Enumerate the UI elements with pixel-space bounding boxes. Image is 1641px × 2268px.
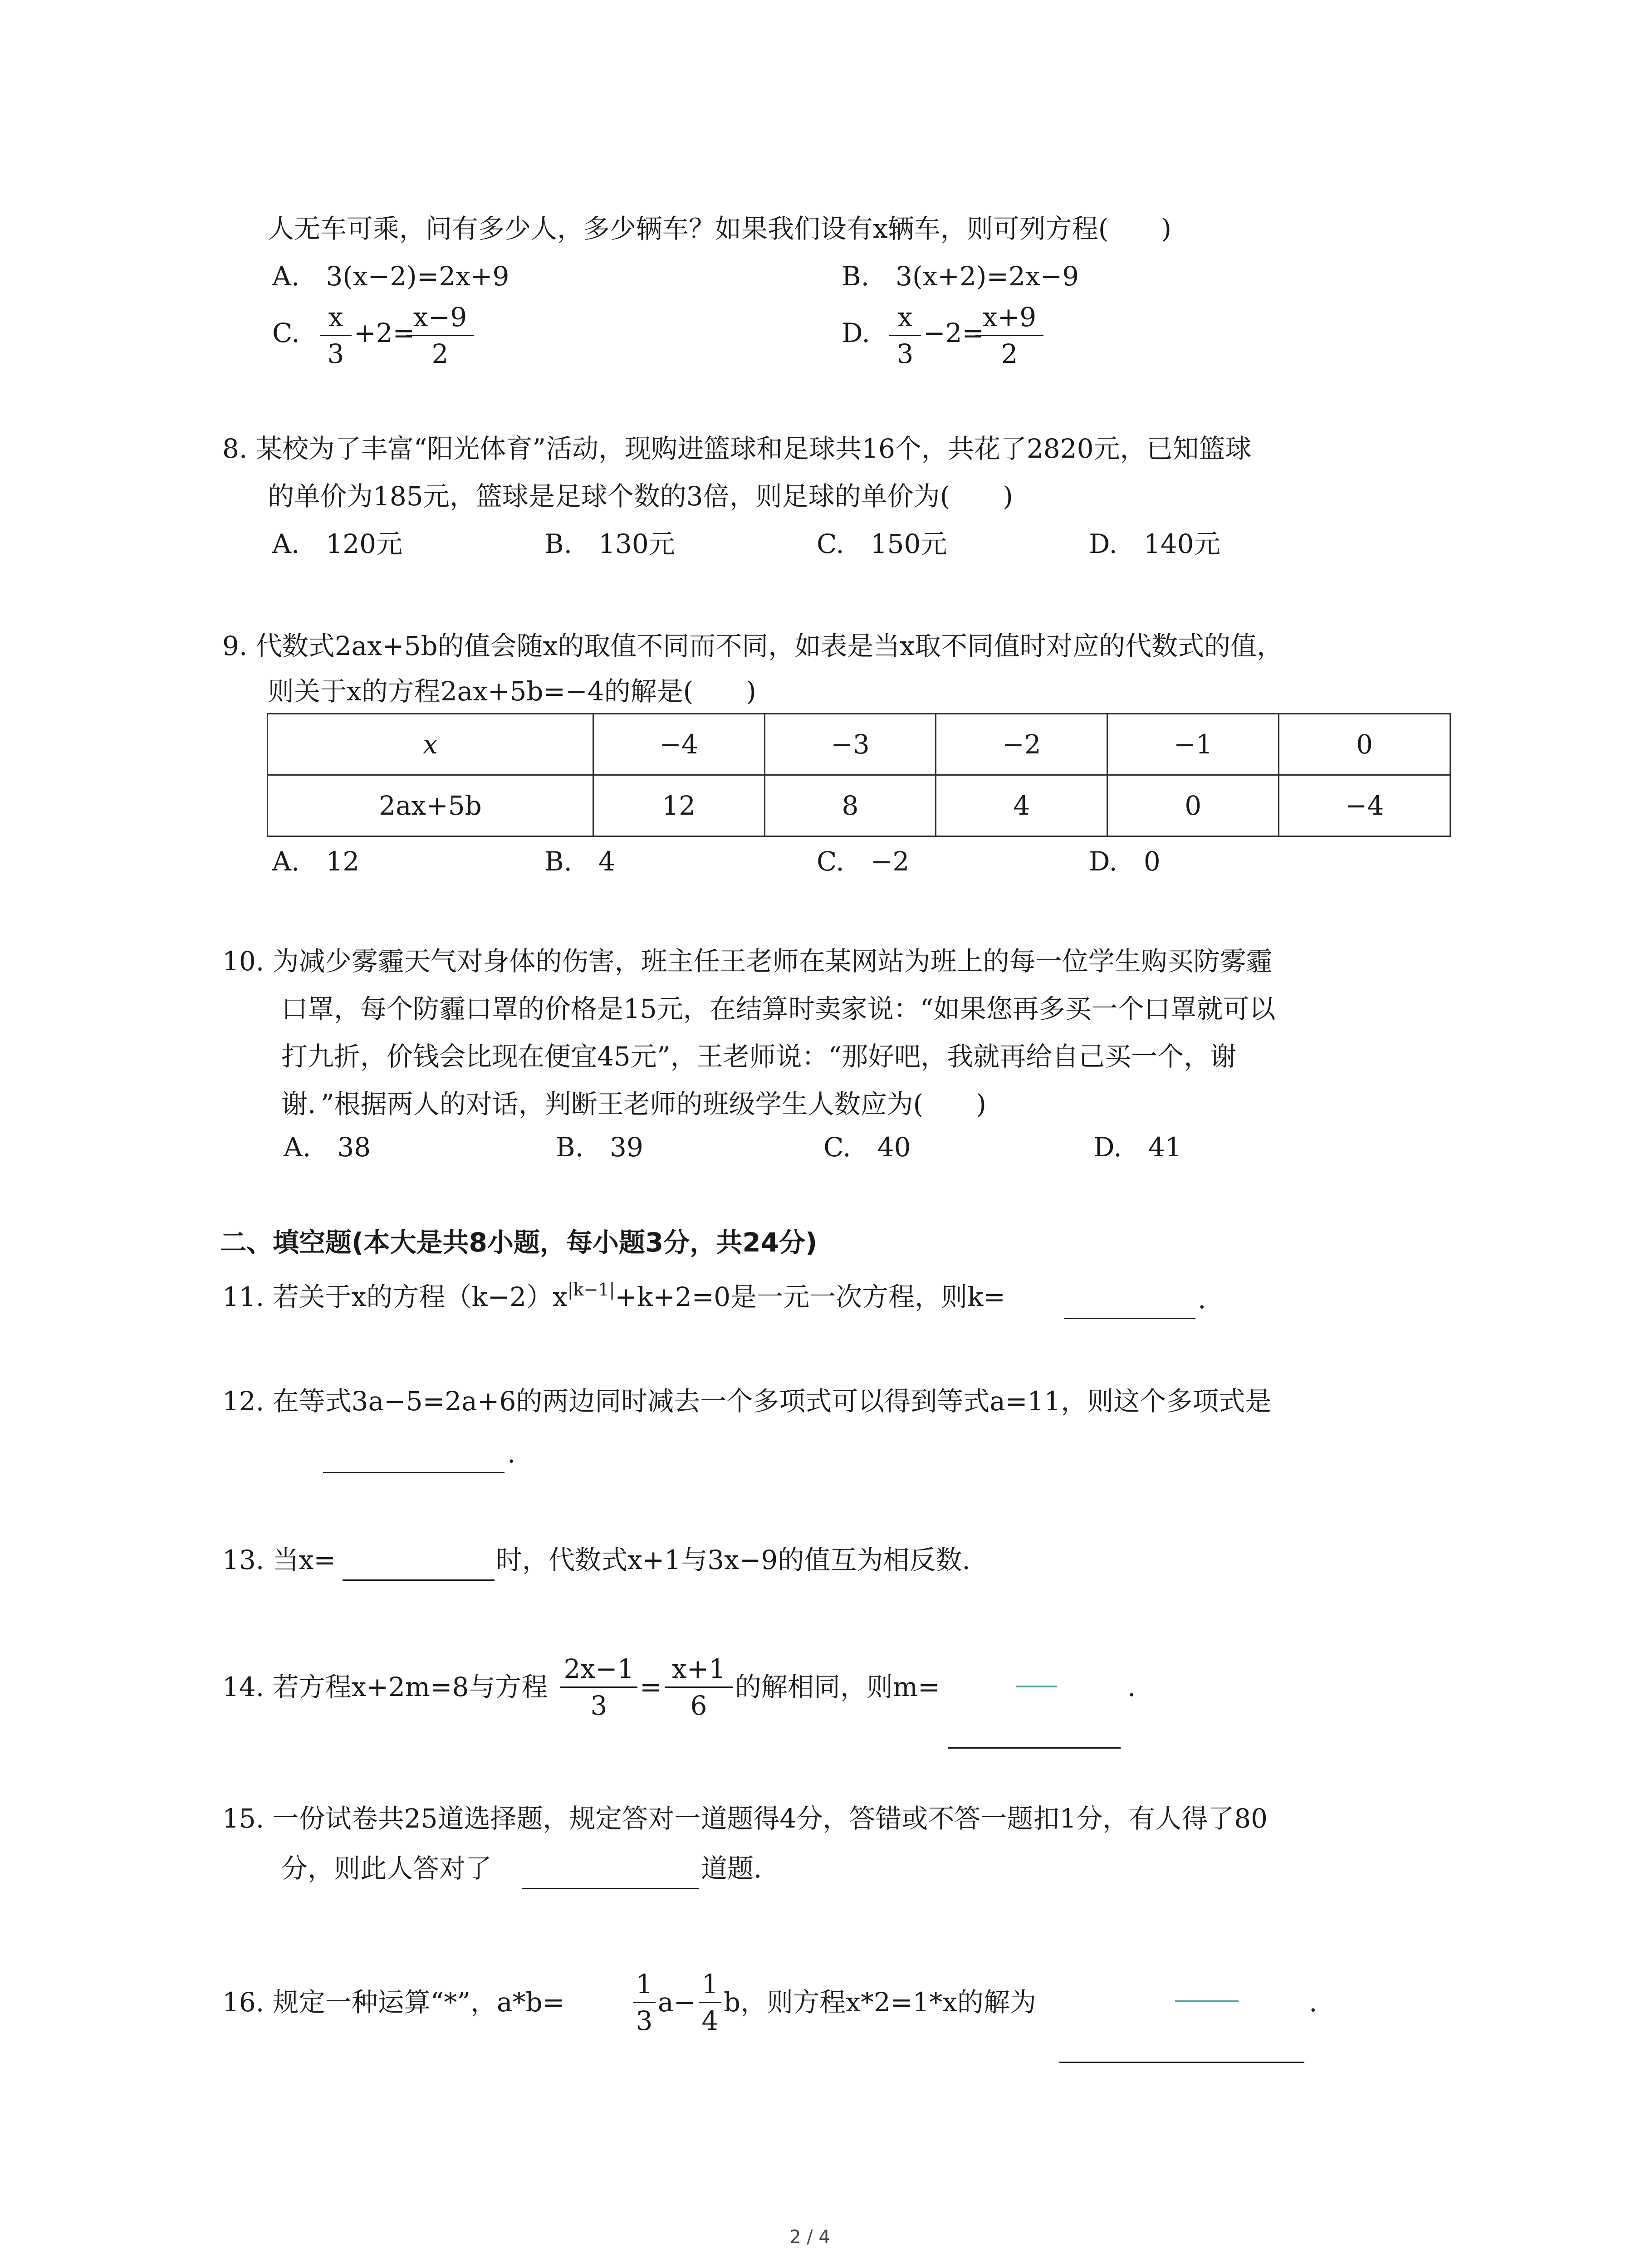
q10-text-line-1: 10. 为减少雾霾天气对身体的伤害，班主任王老师在某网站为班上的每一位学生购买防雾霾 [222,946,1273,977]
fraction-numerator: 1 [701,1969,719,1999]
table-cell: x [268,714,593,775]
q11-text-end: +k+2=0是一元一次方程，则k= [615,1281,1005,1312]
q12-period: . [507,1438,516,1469]
q14-fraction-2 [665,1653,733,1721]
fraction-denominator: 3 [590,1690,607,1721]
q15-text-line-2-end: 道题. [701,1853,762,1884]
q16-text-start: 16. 规定一种运算“*”，a*b= [222,1987,565,2018]
q10-option-a[interactable]: A. 38 [284,1132,371,1163]
q7-option-c-fraction-1 [320,304,352,367]
q10-option-c[interactable]: C. 40 [823,1132,911,1163]
q13-text-start: 13. 当x= [222,1545,336,1575]
q14-period: . [1127,1672,1136,1702]
q11-answer-blank[interactable] [1064,1318,1195,1319]
q14-text-end: 的解相同，则m= [735,1672,940,1702]
fraction-denominator: 2 [1001,338,1018,369]
q11-text [222,1280,1005,1312]
q8-option-c[interactable]: C. 150元 [817,528,947,559]
table-cell: 2ax+5b [268,775,593,836]
table-cell: −2 [936,714,1107,775]
fraction-denominator: 3 [896,338,914,369]
q16-fraction-2 [699,1971,721,2034]
section-heading: 二、填空题(本大是共8小题，每小题3分，共24分) [220,1227,818,1258]
q7-text: 人无车可乘，问有多少人，多少辆车？如果我们设有x辆车，则可列方程( ) [268,213,1171,244]
q15-answer-blank[interactable] [522,1888,699,1889]
q10-text-line-4: 谢．”根据两人的对话，判断王老师的班级学生人数应为( ) [281,1089,986,1119]
q10-option-b[interactable]: B. 39 [556,1132,643,1163]
q9-option-c[interactable]: C. −2 [817,846,910,877]
fraction-numerator: x−9 [413,302,467,332]
fraction-numerator: x [328,302,343,332]
table-cell: −4 [1279,775,1450,836]
q14-fraction-1 [560,1653,637,1721]
q9-option-a[interactable]: A. 12 [272,846,360,877]
table-cell: 0 [1279,714,1450,775]
q16-fraction-1 [633,1971,656,2034]
q7-option-c-middle: +2= [354,318,415,348]
q14-equals: = [640,1672,662,1702]
fraction-denominator: 3 [636,2005,653,2036]
q8-option-b[interactable]: B. 130元 [544,528,675,559]
q7-option-b[interactable]: B. 3(x+2)=2x−9 [842,261,1079,292]
q10-text-line-2: 口罩，每个防霾口罩的价格是15元，在结算时卖家说：“如果您再多买一个口罩就可以 [281,993,1276,1024]
q10-text-line-3: 打九折，价钱会比现在便宜45元”，王老师说：“那好吧，我就再给自己买一个，谢 [281,1041,1237,1072]
table-cell: 12 [593,775,764,836]
q14-answer-blank[interactable] [948,1747,1121,1749]
fraction-numerator: 2x−1 [563,1653,634,1684]
page-number: 2 / 4 [789,2227,830,2248]
q9-text-line-1: 9. 代数式2ax+5b的值会随x的取值不同而不同，如表是当x取不同值时对应的代数式的值， [222,631,1283,661]
table-cell: −3 [764,714,936,775]
q8-option-a[interactable]: A. 120元 [272,528,403,559]
fraction-denominator: 4 [701,2005,719,2036]
q10-option-d[interactable]: D. 41 [1093,1132,1182,1163]
q9-option-b[interactable]: B. 4 [544,846,615,877]
q8-text-line-2: 的单价为185元，篮球是足球个数的3倍，则足球的单价为( ) [268,481,1013,512]
table-cell: −1 [1107,714,1279,775]
q11-exponent: |k−1| [567,1280,615,1300]
q15-text-line-2-start: 分，则此人答对了 [281,1853,492,1884]
q7-option-d-label: D. [842,318,870,348]
q15-text-line-1: 15. 一份试卷共25道选择题，规定答对一道题得4分，答错或不答一题扣1分，有人得了80 [222,1803,1268,1834]
q7-option-c-label: C. [272,318,300,348]
q7-option-a[interactable]: A. 3(x−2)=2x+9 [272,261,509,292]
q12-text: 12. 在等式3a−5=2a+6的两边同时减去一个多项式可以得到等式a=11，则这个多项式是 [222,1386,1272,1417]
q11-text-start: 11. 若关于x的方程（k−2）x [222,1281,568,1312]
table-cell: 0 [1107,775,1279,836]
fraction-denominator: 6 [690,1690,707,1721]
table-cell: 8 [764,775,936,836]
fraction-numerator: 1 [636,1969,653,1999]
fraction-numerator: x+1 [671,1653,726,1684]
q13-text-end: 时，代数式x+1与3x−9的值互为相反数. [496,1545,970,1575]
q7-option-d-middle: −2= [923,318,985,348]
q8-option-d[interactable]: D. 140元 [1089,528,1220,559]
fraction-denominator: 2 [431,338,449,369]
table-cell: 4 [936,775,1107,836]
q16-answer-blank[interactable] [1059,2062,1304,2063]
q7-option-d-fraction-2 [975,304,1043,367]
q16-period: . [1309,1987,1318,2018]
fraction-numerator: x+9 [982,302,1037,332]
q11-period: . [1198,1284,1206,1315]
q7-option-d-fraction-1 [889,304,921,367]
fraction-denominator: 3 [327,338,344,369]
q8-text-line-1: 8. 某校为了丰富“阳光体育”活动，现购进篮球和足球共16个，共花了2820元，已知篮球 [222,433,1252,464]
q12-answer-blank[interactable] [323,1472,505,1473]
q14-text-start: 14. 若方程x+2m=8与方程 [222,1672,548,1702]
table-cell: −4 [593,714,764,775]
q16-text-middle: a− [658,1987,696,2018]
q7-option-c-fraction-2 [406,304,474,367]
table-row [268,775,1450,836]
q16-text-end: b，则方程x*2=1*x的解为 [724,1987,1036,2018]
q9-option-d[interactable]: D. 0 [1089,846,1161,877]
table-row [268,714,1450,775]
q13-answer-blank[interactable] [343,1579,495,1581]
q9-value-table [267,713,1451,837]
fraction-numerator: x [897,302,913,332]
q14-teal-dash [1016,1686,1057,1687]
q9-text-line-2: 则关于x的方程2ax+5b=−4的解是( ) [268,676,756,707]
q16-teal-dash [1175,2000,1239,2002]
